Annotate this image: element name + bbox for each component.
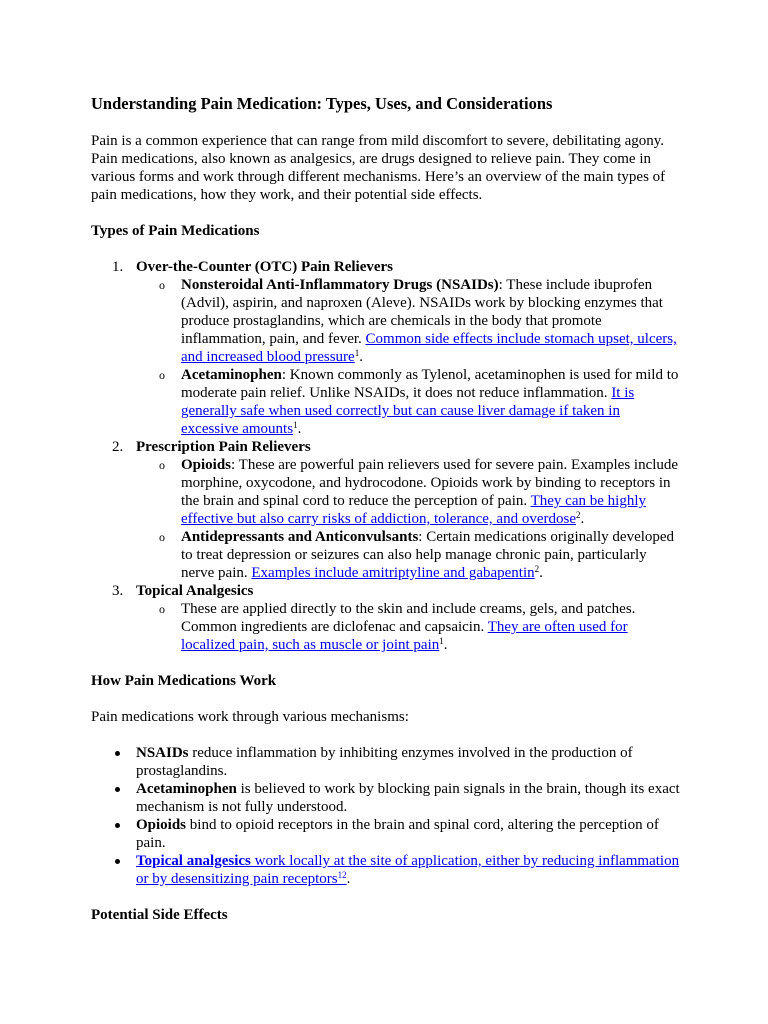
document-page xyxy=(91,94,681,942)
citation-link[interactable]: It is generally safe when used correctly but can cause liver damage if taken in excessive amounts xyxy=(181,385,635,437)
item-text: bind to opioid receptors in the brain and spinal cord, altering the perception of pain. xyxy=(136,817,659,851)
item-text: These are applied directly to the skin and include creams, gels, and patches. Common ingredients are diclofenac and capsaicin. xyxy=(181,601,636,635)
list-number: 3. xyxy=(112,583,124,599)
item-term: Topical analgesics xyxy=(136,853,251,869)
list-item xyxy=(91,780,681,816)
type-name: Prescription Pain Relievers xyxy=(136,439,311,455)
sub-item xyxy=(136,528,681,582)
item-text: : Known commonly as Tylenol, acetaminophen is used for mild to moderate pain relief. Unlike NSAIDs, it does not reduce inflammation. xyxy=(181,367,679,401)
item-term: Opioids xyxy=(181,457,232,473)
item-text: reduce inflammation by inhibiting enzymes involved in the production of prostaglandins. xyxy=(136,745,633,779)
circle-bullet-icon: o xyxy=(159,458,165,472)
item-end: . xyxy=(346,871,351,887)
item-term: Antidepressants and Anticonvulsants xyxy=(181,529,419,545)
footnote-ref[interactable]: 2 xyxy=(576,510,581,520)
item-term: Acetaminophen xyxy=(136,781,237,797)
bullet-icon xyxy=(115,859,120,864)
item-term: NSAIDs xyxy=(136,745,189,761)
circle-bullet-icon: o xyxy=(159,530,165,544)
item-end: . xyxy=(580,511,585,527)
item-term: Nonsteroidal Anti-Inflammatory Drugs (NSAIDs) xyxy=(181,277,499,293)
sub-list xyxy=(136,456,681,582)
footnote-ref[interactable]: 12 xyxy=(337,870,347,880)
sub-item xyxy=(136,600,681,654)
citation-link[interactable]: Examples include amitriptyline and gabapentin xyxy=(251,565,535,581)
bullet-icon xyxy=(115,787,120,792)
item-term: Acetaminophen xyxy=(181,367,282,383)
citation-link[interactable]: Common side effects include stomach upset, ulcers, and increased blood pressure xyxy=(181,331,677,365)
page-title: Understanding Pain Medication: Types, Uses, and Considerations xyxy=(91,94,553,113)
citation-link[interactable]: They can be highly effective but also carry risks of addiction, tolerance, and overdose xyxy=(181,493,646,527)
sub-list xyxy=(136,600,681,654)
how-intro: Pain medications work through various mechanisms: xyxy=(91,709,409,725)
list-item xyxy=(91,852,681,888)
item-end: . xyxy=(297,421,302,437)
bullet-icon xyxy=(115,823,120,828)
sub-item xyxy=(136,276,681,366)
intro-paragraph: Pain is a common experience that can range from mild discomfort to severe, debilitating agony. Pain medications, also known as analgesics, are drugs designed to relieve pain. They come in various forms and work through different mechanisms. Here’s an overview of the main types of pain medications, how they work, and their potential side effects. xyxy=(91,133,666,203)
types-heading: Types of Pain Medications xyxy=(91,223,260,239)
mechanism-list xyxy=(91,744,681,888)
sub-item xyxy=(136,456,681,528)
how-heading: How Pain Medications Work xyxy=(91,673,277,689)
circle-bullet-icon: o xyxy=(159,278,165,292)
footnote-ref[interactable]: 1 xyxy=(293,420,298,430)
footnote-ref[interactable]: 1 xyxy=(354,348,360,358)
footnote-ref[interactable]: 1 xyxy=(439,636,444,646)
side-effects-heading: Potential Side Effects xyxy=(91,907,228,923)
footnote-ref[interactable]: 2 xyxy=(534,564,540,574)
list-number: 2. xyxy=(112,439,124,455)
type-item xyxy=(91,258,681,438)
type-item xyxy=(91,438,681,582)
type-name: Over-the-Counter (OTC) Pain Relievers xyxy=(136,259,394,275)
bullet-icon xyxy=(115,751,120,756)
item-term: Opioids xyxy=(136,817,187,833)
sub-list xyxy=(136,276,681,438)
citation-link[interactable]: They are often used for localized pain, such as muscle or joint pain xyxy=(181,619,628,653)
list-item xyxy=(91,816,681,852)
circle-bullet-icon: o xyxy=(159,602,165,616)
sub-item xyxy=(136,366,681,438)
item-text: : These include ibuprofen (Advil), aspirin, and naproxen (Aleve). NSAIDs work by blocking enzymes that produce prostaglandins, which are chemicals in the body that promote inflammation, pain, and fever. xyxy=(181,277,663,347)
item-text: work locally at the site of application, either by reducing inflammation or by desensitizing pain receptors xyxy=(136,853,680,887)
types-list xyxy=(91,258,681,654)
type-item xyxy=(91,582,681,654)
item-text: : Certain medications originally developed to treat depression or seizures can also help manage chronic pain, particularly nerve pain. xyxy=(181,529,675,581)
list-item xyxy=(91,744,681,780)
item-end: . xyxy=(359,349,363,365)
item-end: . xyxy=(539,565,543,581)
item-text: : These are powerful pain relievers used for severe pain. Examples include morphine, oxycodone, and hydrocodone. Opioids work by binding to receptors in the brain and spinal cord to reduce the perception of pain. xyxy=(181,457,679,509)
item-end: . xyxy=(443,637,448,653)
item-text: is believed to work by blocking pain signals in the brain, though its exact mechanism is not fully understood. xyxy=(136,781,680,815)
list-number: 1. xyxy=(112,259,124,275)
citation-link[interactable] xyxy=(136,853,679,887)
circle-bullet-icon: o xyxy=(159,368,165,382)
type-name: Topical Analgesics xyxy=(136,583,254,599)
